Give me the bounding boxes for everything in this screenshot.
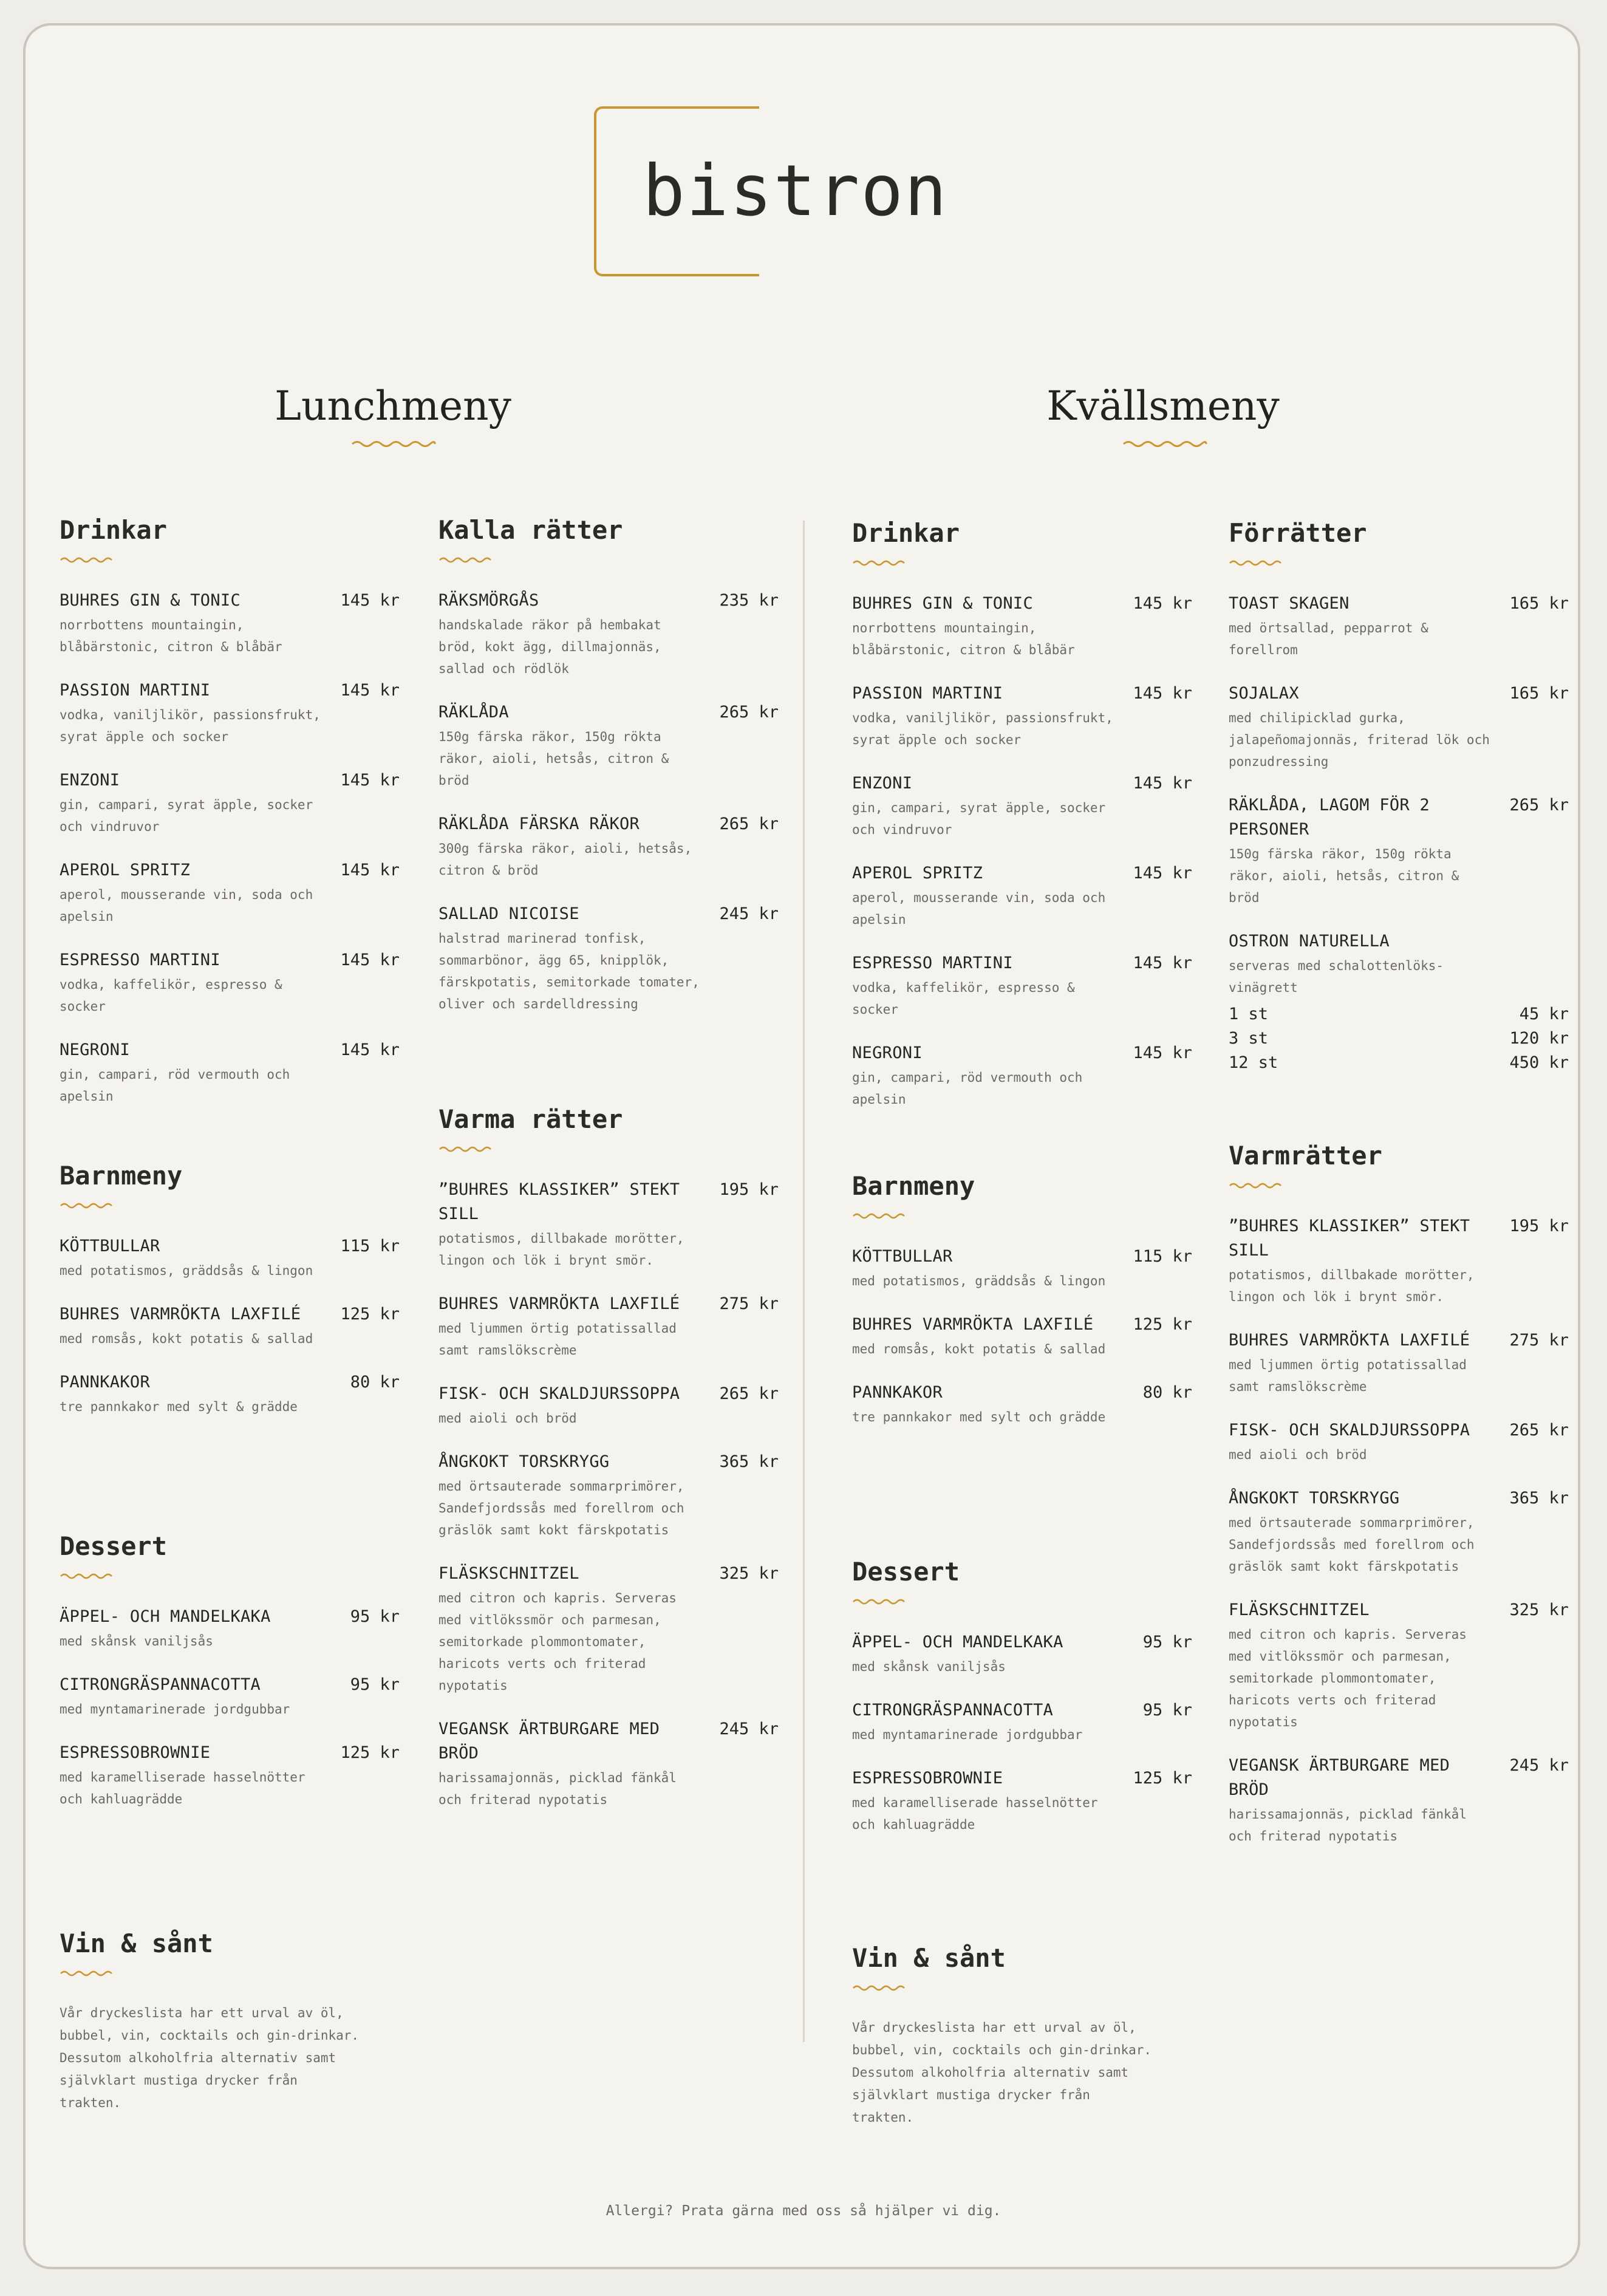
menu-item-row	[60, 948, 400, 972]
menu-item-row	[852, 1698, 1192, 1723]
item-name: ÅNGKOKT TORSKRYGG	[1229, 1489, 1400, 1508]
item-name: ESPRESSO MARTINI	[852, 954, 1013, 972]
item-description: norrbottens mountaingin, blåbärstonic, citron & blåbär	[60, 618, 282, 654]
item-name: ÄPPEL- OCH MANDELKAKA	[852, 1633, 1063, 1652]
menu-item	[438, 1562, 779, 1696]
menu-item-row	[60, 858, 400, 883]
menu-item	[1229, 1328, 1569, 1398]
section-title: Barnmeny	[852, 1171, 975, 1201]
menu-item-row	[438, 1382, 779, 1406]
menu-item	[852, 1766, 1192, 1836]
item-name: SOJALAX	[1229, 684, 1299, 703]
menu-item	[852, 1313, 1192, 1360]
evening-barnmeny-section	[852, 1169, 1192, 1449]
menu-item	[852, 951, 1192, 1020]
menu-item	[60, 1605, 400, 1652]
lunch-dessert-section	[60, 1529, 400, 1831]
item-price: 325 kr	[1509, 1601, 1569, 1619]
menu-item-row	[60, 1234, 400, 1259]
menu-item	[60, 1741, 400, 1810]
menu-item	[1229, 1754, 1569, 1847]
item-name: CITRONGRÄSPANNACOTTA	[60, 1675, 261, 1694]
item-description: tre pannkakor med sylt & grädde	[60, 1399, 298, 1414]
item-description: aperol, mousserande vin, soda och apelsin	[852, 890, 1106, 927]
item-price: 145 kr	[340, 771, 400, 790]
item-description: gin, campari, röd vermouth och apelsin	[60, 1067, 290, 1104]
ostron-qty: 3 st	[1229, 1029, 1269, 1048]
item-description: med ljummen örtig potatissallad samt ramslökscrème	[1229, 1358, 1467, 1394]
menu-item	[438, 1382, 779, 1429]
menu-item-row	[852, 771, 1192, 796]
item-description: med karamelliserade hasselnötter och kahluagrädde	[60, 1770, 305, 1806]
menu-item-row	[852, 1766, 1192, 1791]
menu-item	[438, 902, 779, 1015]
item-price: 95 kr	[350, 1607, 400, 1626]
item-name: RÄKLÅDA	[438, 703, 509, 722]
wave-icon	[60, 1201, 115, 1210]
item-description: med ljummen örtig potatissallad samt ramslökscrème	[438, 1321, 677, 1358]
item-description: harissamajonnäs, picklad fänkål och friterad nypotatis	[438, 1771, 677, 1807]
menu-item	[60, 678, 400, 748]
menu-item-row	[1229, 682, 1569, 706]
menu-item-row	[1229, 1754, 1569, 1802]
item-price: 235 kr	[719, 591, 779, 610]
item-description: med skånsk vaniljsås	[60, 1634, 213, 1649]
item-name: FLÄSKSCHNITZEL	[1229, 1601, 1370, 1619]
item-name: NEGRONI	[60, 1040, 130, 1059]
item-description: vodka, vaniljlikör, passionsfrukt, syrat äpple och socker	[60, 708, 321, 744]
item-description: med chilipicklad gurka, jalapeñomajonnäs, friterad lök och ponzudressing	[1229, 711, 1490, 769]
item-name: APEROL SPRITZ	[852, 864, 983, 883]
item-name: ESPRESSOBROWNIE	[852, 1769, 1003, 1788]
item-price: 125 kr	[340, 1743, 400, 1762]
section-title: Dessert	[852, 1557, 960, 1587]
item-price: 195 kr	[719, 1180, 779, 1199]
menu-item-row	[60, 678, 400, 703]
item-price: 145 kr	[1133, 864, 1192, 883]
item-name: ENZONI	[852, 774, 913, 793]
wave-icon	[852, 559, 908, 567]
item-price: 165 kr	[1509, 684, 1569, 703]
menu-item	[438, 700, 779, 791]
item-price: 145 kr	[1133, 594, 1192, 613]
menu-item	[852, 1698, 1192, 1746]
ostron-qty: 1 st	[1229, 1005, 1269, 1023]
menu-item-row	[1229, 592, 1569, 616]
item-name: ESPRESSOBROWNIE	[60, 1743, 211, 1762]
item-description: med potatismos, gräddsås & lingon	[60, 1263, 313, 1278]
ostron-price-list	[1229, 1002, 1569, 1075]
item-price: 365 kr	[719, 1452, 779, 1471]
item-price: 365 kr	[1509, 1489, 1569, 1508]
wave-icon	[438, 556, 494, 564]
menu-item-row	[852, 1245, 1192, 1269]
item-description: med aioli och bröd	[438, 1411, 577, 1426]
menu-item	[1229, 682, 1569, 773]
item-price: 145 kr	[1133, 684, 1192, 703]
section-title: Vin & sånt	[60, 1929, 213, 1958]
lunch-drinkar-section	[60, 513, 400, 1128]
wave-icon	[852, 1597, 908, 1606]
item-price: 95 kr	[350, 1675, 400, 1694]
menu-item-row	[438, 1717, 779, 1766]
evening-forratter-section	[1229, 516, 1569, 1096]
item-price: 145 kr	[1133, 774, 1192, 793]
menu-item-row	[438, 1178, 779, 1226]
item-price: 265 kr	[1509, 1421, 1569, 1440]
item-price: 80 kr	[1142, 1383, 1192, 1402]
menu-item	[852, 682, 1192, 751]
item-name: APEROL SPRITZ	[60, 861, 191, 880]
item-name: OSTRON NATURELLA	[1229, 932, 1390, 951]
item-name: KÖTTBULLAR	[852, 1247, 953, 1266]
menu-item-row	[438, 1450, 779, 1474]
item-name: KÖTTBULLAR	[60, 1237, 160, 1256]
menu-item-row	[1229, 1328, 1569, 1353]
lunch-menu-title: Lunchmeny	[275, 383, 511, 429]
item-price: 265 kr	[1509, 796, 1569, 815]
vin-text: Vår dryckeslista har ett urval av öl, bubbel, vin, cocktails och gin-drinkar. Dessutom alkoholfria alternativ samt självklart mustiga drycker från trakten.	[852, 2020, 1152, 2125]
item-description: med myntamarinerade jordgubbar	[852, 1727, 1083, 1742]
item-description: harissamajonnäs, picklad fänkål och friterad nypotatis	[1229, 1807, 1467, 1843]
menu-item-row	[438, 1562, 779, 1586]
menu-item-ostron	[1229, 929, 1569, 1075]
section-title: Kalla rätter	[438, 515, 623, 545]
item-price: 245 kr	[1509, 1756, 1569, 1775]
item-price: 145 kr	[1133, 1044, 1192, 1062]
menu-item	[438, 1178, 779, 1271]
menu-item-row	[852, 861, 1192, 886]
item-price: 145 kr	[340, 591, 400, 610]
ostron-price: 120 kr	[1509, 1029, 1569, 1048]
item-description: med örtsauterade sommarprimörer, Sandefjordssås med forellrom och gräslök samt kokt färskpotatis	[438, 1479, 684, 1537]
menu-item	[852, 592, 1192, 661]
ostron-qty: 12 st	[1229, 1053, 1278, 1072]
item-price: 145 kr	[340, 951, 400, 969]
menu-item-row	[852, 592, 1192, 616]
item-description: vodka, kaffelikör, espresso & socker	[60, 977, 282, 1014]
lunch-barnmeny-section	[60, 1159, 400, 1438]
item-name: ESPRESSO MARTINI	[60, 951, 220, 969]
menu-item-row	[438, 589, 779, 613]
item-name: ”BUHRES KLASSIKER” STEKT SILL	[1229, 1217, 1470, 1260]
menu-item	[438, 1292, 779, 1361]
item-name: PASSION MARTINI	[60, 681, 211, 700]
ostron-price: 450 kr	[1509, 1053, 1569, 1072]
item-description: med aioli och bröd	[1229, 1447, 1367, 1462]
menu-item-row	[60, 1605, 400, 1629]
item-price: 325 kr	[719, 1564, 779, 1583]
item-description: 300g färska räkor, aioli, hetsås, citron & bröd	[438, 841, 692, 878]
item-description: gin, campari, syrat äpple, socker och vindruvor	[60, 798, 313, 834]
item-price: 115 kr	[1133, 1247, 1192, 1266]
section-title: Drinkar	[852, 518, 960, 548]
evening-title-wave-icon	[1122, 439, 1207, 449]
item-description: med örtsallad, pepparrot & forellrom	[1229, 621, 1428, 657]
ostron-price-row	[1229, 1027, 1569, 1051]
menu-item	[438, 1717, 779, 1811]
item-name: PANNKAKOR	[60, 1373, 150, 1392]
menu-item-row	[60, 1741, 400, 1765]
menu-item	[60, 589, 400, 658]
item-name: FISK- OCH SKALDJURSSOPPA	[438, 1384, 680, 1403]
menu-item-row	[60, 1038, 400, 1062]
item-price: 245 kr	[719, 1720, 779, 1738]
menu-item	[60, 1370, 400, 1418]
item-description: med skånsk vaniljsås	[852, 1659, 1006, 1674]
item-price: 145 kr	[340, 681, 400, 700]
item-description: serveras med schalottenlöks-vinägrett	[1229, 958, 1444, 995]
item-price: 145 kr	[340, 1040, 400, 1059]
item-price: 265 kr	[719, 1384, 779, 1403]
menu-item-row	[1229, 1598, 1569, 1622]
item-description: vodka, kaffelikör, espresso & socker	[852, 980, 1075, 1017]
menu-item	[438, 1450, 779, 1541]
item-name: BUHRES GIN & TONIC	[852, 594, 1033, 613]
wave-icon	[60, 1572, 115, 1580]
item-name: RÄKLÅDA, LAGOM FÖR 2 PERSONER	[1229, 796, 1430, 839]
section-title: Vin & sånt	[852, 1943, 1006, 1973]
menu-item	[852, 861, 1192, 931]
item-price: 145 kr	[340, 861, 400, 880]
menu-item-row	[852, 1313, 1192, 1337]
item-name: PASSION MARTINI	[852, 684, 1003, 703]
column-divider	[803, 521, 805, 2042]
lunch-kalla-section	[438, 513, 779, 1036]
menu-item	[1229, 1486, 1569, 1577]
menu-item-row	[1229, 1214, 1569, 1263]
menu-item	[852, 1381, 1192, 1428]
item-price: 125 kr	[340, 1305, 400, 1324]
item-description: med citron och kapris. Serveras med vitlökssmör och parmesan, semitorkade plommontomater, haricots verts och friterad nypotatis	[438, 1591, 677, 1693]
evening-dessert-section	[852, 1555, 1192, 1856]
menu-item-row	[852, 682, 1192, 706]
item-price: 115 kr	[340, 1237, 400, 1256]
menu-item	[60, 1234, 400, 1282]
menu-item	[60, 858, 400, 928]
item-price: 245 kr	[719, 904, 779, 923]
menu-item	[60, 1038, 400, 1107]
menu-item	[60, 1673, 400, 1720]
wave-icon	[438, 1145, 494, 1153]
item-name: BUHRES GIN & TONIC	[60, 591, 241, 610]
item-price: 125 kr	[1133, 1769, 1192, 1788]
menu-item-row	[852, 1381, 1192, 1405]
item-name: CITRONGRÄSPANNACOTTA	[852, 1701, 1054, 1720]
menu-item	[60, 1302, 400, 1350]
menu-item	[1229, 1418, 1569, 1466]
item-description: med potatismos, gräddsås & lingon	[852, 1274, 1106, 1288]
item-description: 150g färska räkor, 150g rökta räkor, aioli, hetsås, citron & bröd	[1229, 847, 1459, 905]
evening-varm-section	[1229, 1139, 1569, 1868]
menu-item	[1229, 592, 1569, 661]
item-name: VEGANSK ÄRTBURGARE MED BRÖD	[438, 1720, 660, 1763]
item-description: handskalade räkor på hembakat bröd, kokt ägg, dillmajonnäs, sallad och rödlök	[438, 618, 661, 676]
item-name: BUHRES VARMRÖKTA LAXFILÉ	[438, 1294, 680, 1313]
menu-item	[438, 812, 779, 881]
ostron-price: 45 kr	[1519, 1005, 1569, 1023]
item-description: med romsås, kokt potatis & sallad	[60, 1331, 313, 1346]
item-name: BUHRES VARMRÖKTA LAXFILÉ	[1229, 1331, 1470, 1350]
ostron-price-row	[1229, 1051, 1569, 1075]
item-description: gin, campari, röd vermouth och apelsin	[852, 1070, 1083, 1107]
menu-item	[60, 948, 400, 1017]
item-price: 275 kr	[719, 1294, 779, 1313]
logo: bistron	[643, 150, 948, 232]
item-name: FISK- OCH SKALDJURSSOPPA	[1229, 1421, 1470, 1440]
wave-icon	[852, 1984, 908, 1992]
menu-item-row	[438, 812, 779, 836]
menu-item-row	[60, 1673, 400, 1697]
item-name: VEGANSK ÄRTBURGARE MED BRÖD	[1229, 1756, 1450, 1799]
menu-item-row	[60, 589, 400, 613]
menu-item-row	[1229, 1418, 1569, 1443]
item-price: 125 kr	[1133, 1315, 1192, 1334]
item-price: 95 kr	[1142, 1701, 1192, 1720]
item-name: BUHRES VARMRÖKTA LAXFILÉ	[60, 1305, 301, 1324]
item-name: SALLAD NICOISE	[438, 904, 579, 923]
item-name: RÄKSMÖRGÅS	[438, 591, 539, 610]
allergy-note: Allergi? Prata gärna med oss så hjälper vi dig.	[606, 2203, 1001, 2219]
vin-text: Vår dryckeslista har ett urval av öl, bubbel, vin, cocktails och gin-drinkar. Dessutom alkoholfria alternativ samt självklart mustiga drycker från trakten.	[60, 2006, 360, 2110]
item-description: norrbottens mountaingin, blåbärstonic, citron & blåbär	[852, 621, 1075, 657]
item-price: 195 kr	[1509, 1217, 1569, 1235]
lunch-vin-section	[60, 1927, 400, 2114]
item-name: RÄKLÅDA FÄRSKA RÄKOR	[438, 815, 640, 833]
menu-item	[852, 1245, 1192, 1292]
section-title: Drinkar	[60, 515, 168, 545]
evening-drinkar-section	[852, 516, 1192, 1131]
menu-item	[1229, 793, 1569, 909]
item-price: 165 kr	[1509, 594, 1569, 613]
menu-item-row	[438, 700, 779, 725]
wave-icon	[1229, 1181, 1285, 1190]
wave-icon	[60, 556, 115, 564]
item-description: vodka, vaniljlikör, passionsfrukt, syrat äpple och socker	[852, 711, 1113, 747]
evening-vin-section	[852, 1941, 1192, 2129]
item-description: tre pannkakor med sylt och grädde	[852, 1410, 1106, 1424]
item-description: potatismos, dillbakade morötter, lingon och lök i brynt smör.	[438, 1231, 684, 1268]
item-description: med citron och kapris. Serveras med vitlökssmör och parmesan, semitorkade plommontomater, haricots verts och friterad nypotatis	[1229, 1627, 1467, 1729]
item-price: 95 kr	[1142, 1633, 1192, 1652]
item-description: med karamelliserade hasselnötter och kahluagrädde	[852, 1795, 1098, 1832]
item-description: med myntamarinerade jordgubbar	[60, 1702, 290, 1717]
item-name: NEGRONI	[852, 1044, 923, 1062]
lunch-title-wave-icon	[351, 439, 436, 449]
menu-item-row	[60, 1302, 400, 1327]
item-price: 265 kr	[719, 815, 779, 833]
menu-item-row	[438, 902, 779, 926]
menu-item	[852, 1630, 1192, 1678]
section-title: Förrätter	[1229, 518, 1367, 548]
item-description: aperol, mousserande vin, soda och apelsin	[60, 887, 313, 924]
menu-item-row	[60, 1370, 400, 1395]
section-title: Varma rätter	[438, 1104, 623, 1134]
section-title: Dessert	[60, 1531, 168, 1561]
menu-item-row	[852, 951, 1192, 975]
menu-item	[60, 768, 400, 838]
item-name: FLÄSKSCHNITZEL	[438, 1564, 579, 1583]
item-name: TOAST SKAGEN	[1229, 594, 1349, 613]
menu-item-row	[1229, 793, 1569, 842]
menu-item	[438, 589, 779, 680]
menu-item-row	[852, 1041, 1192, 1065]
item-name: ENZONI	[60, 771, 120, 790]
section-title: Varmrätter	[1229, 1141, 1382, 1170]
item-name: ÄPPEL- OCH MANDELKAKA	[60, 1607, 271, 1626]
item-description: 150g färska räkor, 150g rökta räkor, aioli, hetsås, citron & bröd	[438, 729, 669, 788]
item-description: med örtsauterade sommarprimörer, Sandefjordssås med forellrom och gräslök samt kokt färskpotatis	[1229, 1515, 1475, 1574]
item-description: gin, campari, syrat äpple, socker och vindruvor	[852, 801, 1106, 837]
menu-item-row	[438, 1292, 779, 1316]
item-name: BUHRES VARMRÖKTA LAXFILÉ	[852, 1315, 1094, 1334]
item-description: med romsås, kokt potatis & sallad	[852, 1342, 1106, 1356]
lunch-varma-section	[438, 1102, 779, 1831]
section-title: Barnmeny	[60, 1161, 183, 1191]
wave-icon	[852, 1212, 908, 1220]
item-description: potatismos, dillbakade morötter, lingon och lök i brynt smör.	[1229, 1268, 1475, 1304]
evening-menu-title: Kvällsmeny	[1046, 383, 1280, 429]
item-price: 275 kr	[1509, 1331, 1569, 1350]
item-price: 80 kr	[350, 1373, 400, 1392]
menu-item-row	[852, 1630, 1192, 1655]
menu-item	[1229, 1214, 1569, 1308]
item-price: 265 kr	[719, 703, 779, 722]
menu-item-row	[60, 768, 400, 793]
wave-icon	[60, 1969, 115, 1978]
menu-item	[1229, 1598, 1569, 1733]
item-name: ”BUHRES KLASSIKER” STEKT SILL	[438, 1180, 680, 1223]
item-price: 145 kr	[1133, 954, 1192, 972]
item-description: halstrad marinerad tonfisk, sommarbönor, ägg 65, knipplök, färskpotatis, semitorkade tomater, oliver och sardelldressing	[438, 931, 700, 1011]
item-name: ÅNGKOKT TORSKRYGG	[438, 1452, 610, 1471]
item-name: PANNKAKOR	[852, 1383, 943, 1402]
ostron-price-row	[1229, 1002, 1569, 1027]
menu-item	[852, 771, 1192, 841]
menu-item	[852, 1041, 1192, 1110]
menu-item-row	[1229, 1486, 1569, 1511]
wave-icon	[1229, 559, 1285, 567]
